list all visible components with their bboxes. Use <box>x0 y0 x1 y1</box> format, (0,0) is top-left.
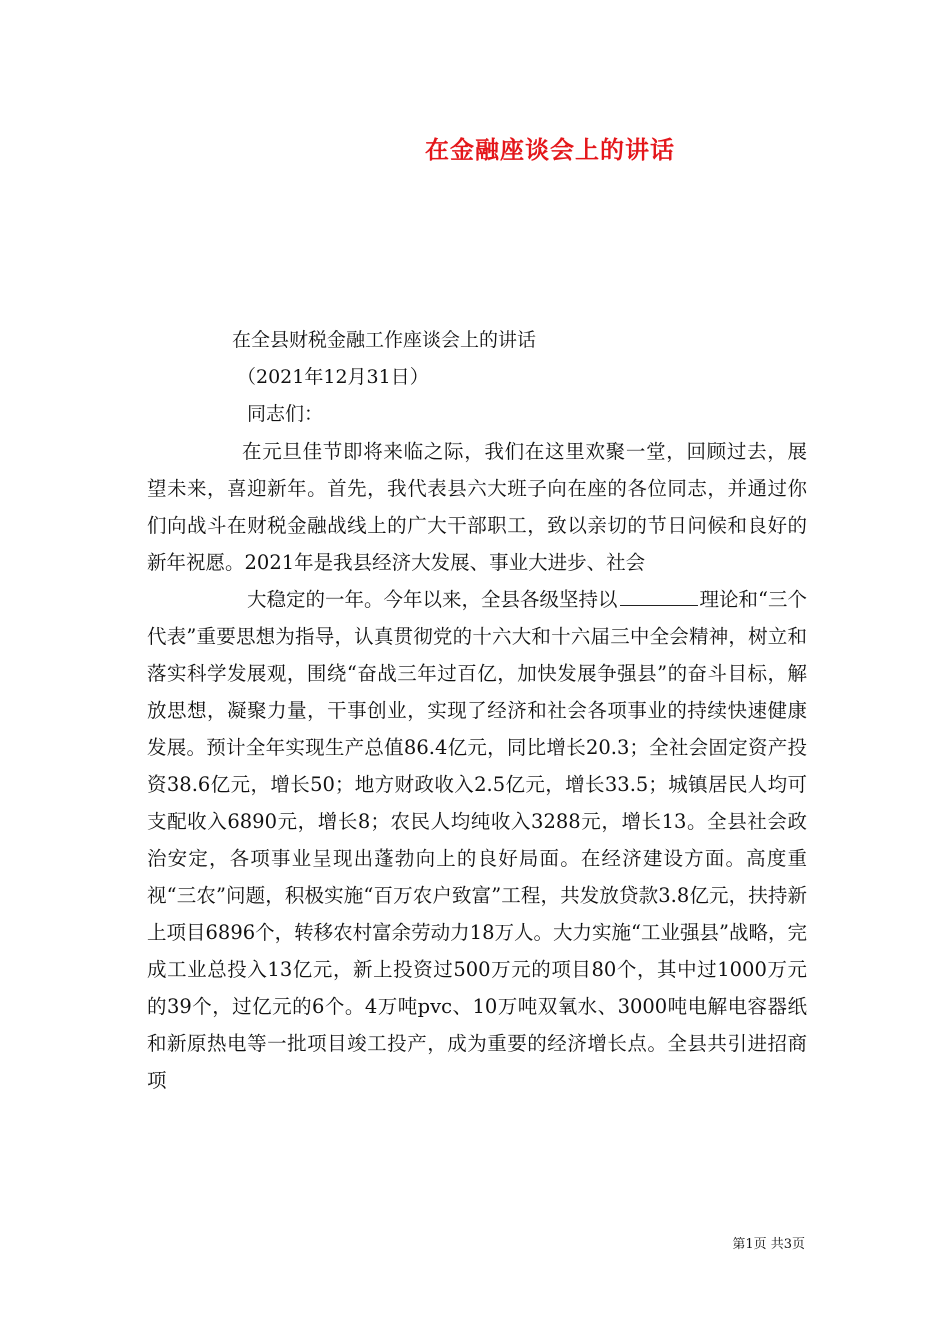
page-number: 第1页 共3页 <box>732 1237 805 1252</box>
fill-in-blank <box>620 587 698 606</box>
paragraph-2-lead: 大稳定的一年。今年以来，全县各级坚持以 <box>247 588 618 611</box>
salutation: 同志们： <box>247 403 324 425</box>
paragraph-2-rest: 理论和“三个代表”重要思想为指导，认真贯彻党的十六大和十六届三中全会精神，树立和落实科学发展观，围绕“奋战三年过百亿，加快发展争强县”的奋斗目标，解放思想，凝聚力量，干事创业，实现了经济和社会各项事业的持续快速健康发展。预计全年实现生产总值86.4亿元，同比增长20.3；全社会固定资产投资38.6亿元，增长50；地方财政收入2.5亿元，增长33.5；城镇居民人均可支配收入6890元，增长8；农民人均纯收入3288元，增长13。全县社会政治安定，各项事业呈现出蓬勃向上的良好局面。在经济建设方面。高度重视“三农”问题，积极实施“百万农户致富”工程，共发放贷款3.8亿元，扶持新上项目6896个，转移农村富余劳动力18万人。大力实施“工业强县”战略，完成工业总投入13亿元，新上投资过500万元的项目80个，其中过1000万元的39个，过亿元的6个。4万吨pvc、10万吨双氧水、3000吨电解电容器纸和新原热电等一批项目竣工投产，成为重要的经济增长点。全县共引进招商项 <box>147 588 807 1092</box>
paragraph-1: 在元旦佳节即将来临之际，我们在这里欢聚一堂，回顾过去，展望未来，喜迎新年。首先，我代表县六大班子向在座的各位同志，并通过你们向战斗在财税金融战线上的广大干部职工，致以亲切的节日问候和良好的新年祝愿。2021年是我县经济大发展、事业大进步、社会 <box>147 440 807 574</box>
document-title: 在金融座谈会上的讲话 <box>425 136 675 164</box>
document-body <box>147 322 807 1099</box>
paragraph-2 <box>147 581 807 1099</box>
speech-title: 在全县财税金融工作座谈会上的讲话 <box>232 329 537 351</box>
speech-date: （2021年12月31日） <box>237 366 429 388</box>
